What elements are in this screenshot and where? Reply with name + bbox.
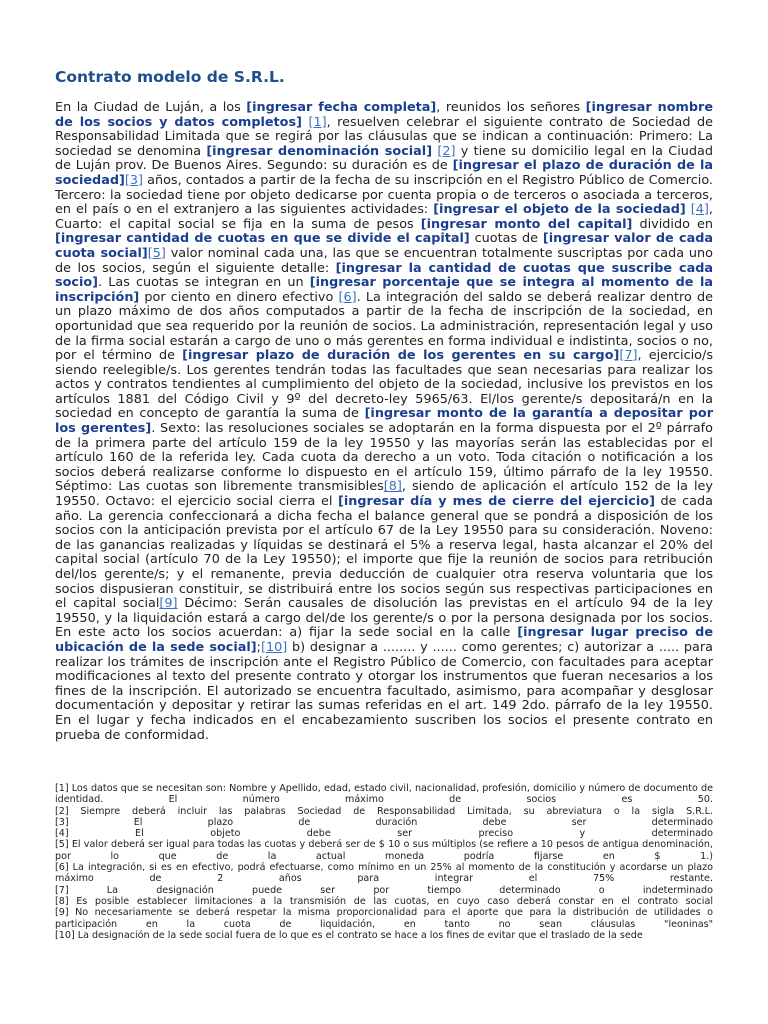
- placeholder-field: [ingresar la cantidad de cuotas que suscribe cada socio]: [55, 260, 713, 291]
- placeholder-field: [ingresar fecha completa]: [246, 100, 437, 115]
- body-text-run: , Cuarto: el capital social se fija en la suma de pesos: [55, 202, 713, 232]
- placeholder-field: [ingresar lugar preciso de ubicación de la sede social]: [55, 625, 714, 655]
- body-text-run: . Las cuotas se integran en un: [98, 275, 310, 291]
- footnote-item: [1] Los datos que se necesitan son: Nombre y Apellido, edad, estado civil, nacionalidad, profesión, domicilio y número de documento de identidad. El número máximo de socios es 50.: [55, 783, 713, 806]
- body-text-run: , siendo de aplicación el artículo 152 de la ley 19550. Octavo: el ejercicio social cierra el: [55, 479, 713, 510]
- footnote-link[interactable]: [10]: [260, 639, 288, 655]
- body-text-run: años, contados a partir de la fecha de su inscripción en el Registro Público de Comercio. Tercero: la sociedad tiene por objeto dedicarse por cuenta propia o de terceros o asociada a terceros, en el país o en el extranjero a las siguientes actividades:: [55, 172, 713, 218]
- document-title: Contrato modelo de S.R.L.: [55, 68, 285, 86]
- placeholder-field: [ingresar día y mes de cierre del ejercicio]: [338, 494, 655, 510]
- footnote-item: [7] La designación puede ser por tiempo determinado o indeterminado: [55, 884, 713, 896]
- placeholder-field: [ingresar plazo de duración de los gerentes en su cargo]: [182, 348, 620, 364]
- footnote-item: [3] El plazo de duración debe ser determinado: [55, 816, 713, 828]
- footnote-item: [10] La designación de la sede social fuera de lo que es el contrato se hace a los fines de evitar que el traslado de la sede: [55, 929, 643, 941]
- body-text-run: En la Ciudad de Luján, a los: [55, 100, 247, 115]
- body-text-run: valor nominal cada una, las que se encuentran totalmente suscriptas por cada uno de los socios, según el siguiente detalle:: [55, 245, 713, 276]
- footnote-item: [9] No necesariamente se deberá respetar la misma proporcionalidad para el aporte que para la distribución de utilidades o participación en la cuota de liquidación, en tanto no sean cláusulas "leoninas": [55, 907, 713, 930]
- placeholder-field: [ingresar monto de la garantía a depositar por los gerentes]: [55, 406, 714, 437]
- body-text-run: . La integración del saldo se deberá realizar dentro de un plazo máximo de dos años computados a partir de la fecha de inscripción de la sociedad, en oportunidad que sea requerido por la reunión de socios. La administración, representación legal y uso de la firma social estarán a cargo de uno o más gerentes en forma individual e indistinta, socios o no, por el término de: [55, 289, 713, 364]
- body-text-run: de cada año. La gerencia confeccionará a dicha fecha el balance general que se pondrá a disposición de los socios con la anticipación prevista por el artículo 67 de la Ley 19550 para su consideración. Noveno: de las ganancias realizadas y líquidas se destinará el 5% a reserva legal, hasta alcanzar el 20% del capital social (artículo 70 de la Ley 19550); el importe que fije la reunión de socios para retribución del/los gerente/s; y el remanente, previa deducción de cualquier otra reserva voluntaria que los socios dispusieran constituir, se distribuirá entre los socios según sus respectivas participaciones en el capital social: [55, 494, 713, 612]
- body-text-run: , reunidos los señores: [436, 100, 586, 115]
- placeholder-field: [ingresar valor de cada cuota social]: [55, 231, 714, 261]
- footnote-item: [6] La integración, si es en efectivo, podrá efectuarse, como mínimo en un 25% al momento de la constitución y acordarse un plazo máximo de 2 años para integrar el 75% restante.: [55, 862, 713, 885]
- footnote-link[interactable]: [7]: [619, 348, 638, 364]
- footnote-link[interactable]: [4]: [690, 202, 709, 218]
- placeholder-field: [ingresar monto del capital]: [420, 216, 633, 232]
- placeholder-field: [ingresar porcentaje que se integra al momento de la inscripción]: [55, 275, 714, 305]
- body-text-run: b) designar a ........ y ...... como gerentes; c) autorizar a ..... para realizar los trámites de inscripción ante el Registro Público de Comercio, con facultades para aceptar modificaciones al texto del presente contrato y otorgar los instrumentos que fueran necesarios a los fines de la inscripción. El autorizado se encuentra facultado, asimismo, para acompañar y desglosar documentación y depositar y retirar las sumas referidas en el art. 149 2do. párrafo de la ley 19550. En el lugar y fecha indicados en el encabezamiento suscriben los socios el presente contrato en prueba de conformidad.: [55, 639, 713, 743]
- body-text-run: , resuelven celebrar el siguiente contrato de Sociedad de Responsabilidad Limitada que se regirá por las cláusulas que se indican a continuación: Primero: La sociedad se denomina: [55, 114, 713, 159]
- body-text-run: y tiene su domicilio legal en la Ciudad de Luján prov. De Buenos Aires. Segundo: su duración es de: [55, 143, 713, 174]
- footnote-link[interactable]: [5]: [147, 245, 166, 261]
- placeholder-field: [ingresar cantidad de cuotas en que se divide el capital]: [55, 231, 470, 247]
- footnote-item: [2] Siempre deberá incluir las palabras Sociedad de Responsabilidad Limitada, su abreviatura o la sigla S.R.L.: [55, 805, 713, 817]
- placeholder-field: [ingresar denominación social]: [206, 143, 433, 159]
- footnote-link[interactable]: [3]: [124, 172, 144, 188]
- body-text-run: por ciento en dinero efectivo: [139, 289, 339, 305]
- footnote-link[interactable]: [2]: [437, 143, 456, 159]
- footnote-item: [8] Es posible establecer limitaciones a la transmisión de las cuotas, en cuyo caso deberá constar en el contrato social: [55, 895, 713, 907]
- footnote-item: [4] El objeto debe ser preciso y determinado: [55, 828, 713, 840]
- body-text-run: dividido en: [632, 216, 713, 232]
- placeholder-field: [ingresar el objeto de la sociedad]: [433, 202, 686, 218]
- body-text-run: . Sexto: las resoluciones sociales se adoptarán en la forma dispuesta por el 2º párrafo de la primera parte del artículo 159 de la ley 19550 y las mayorías serán las establecidas por el artículo 160 de la referida ley. Cada cuota da derecho a un voto. Toda citación o notificación a los socios deberá realizarse conforme lo dispuesto en el artículo 159, último párrafo de la ley 19550. Séptimo: Las cuotas son libremente transmisibles: [55, 421, 713, 495]
- body-text-run: Décimo: Serán causales de disolución las previstas en el artículo 94 de la ley 19550, y la liquidación estará a cargo del/de los gerente/s o por la persona designada por los socios. En este acto los socios acuerdan: a) fijar la sede social en la calle: [55, 596, 713, 641]
- footnote-link[interactable]: [1]: [308, 114, 327, 130]
- contract-body: [55, 101, 713, 743]
- footnote-link[interactable]: [8]: [383, 479, 402, 495]
- footnote-link[interactable]: [9]: [159, 596, 178, 612]
- footnote-link[interactable]: [6]: [338, 289, 357, 305]
- body-text-run: cuotas de: [469, 231, 543, 247]
- footnote-item: [5] El valor deberá ser igual para todas las cuotas y deberá ser de $ 10 o sus múltiplos (se refiere a 10 pesos de antigua denominación, por lo que de la actual moneda podría fijarse en $ 1.): [55, 839, 713, 862]
- body-text-run: , ejercicio/s siendo reelegible/s. Los gerentes tendrán todas las facultades que sean necesarias para realizar los actos y contratos tendientes al cumplimiento del objeto de la sociedad, inclusive los previstos en los artículos 1881 del Código Civil y 9º del decreto-ley 5965/63. El/los gerente/s depositará/n en la sociedad en concepto de garantía la suma de: [55, 348, 713, 422]
- placeholder-field: [ingresar nombre de los socios y datos completos]: [55, 100, 713, 130]
- placeholder-field: [ingresar el plazo de duración de la sociedad]: [55, 158, 714, 188]
- body-text-run: ;: [256, 639, 261, 655]
- footnotes: [55, 783, 713, 941]
